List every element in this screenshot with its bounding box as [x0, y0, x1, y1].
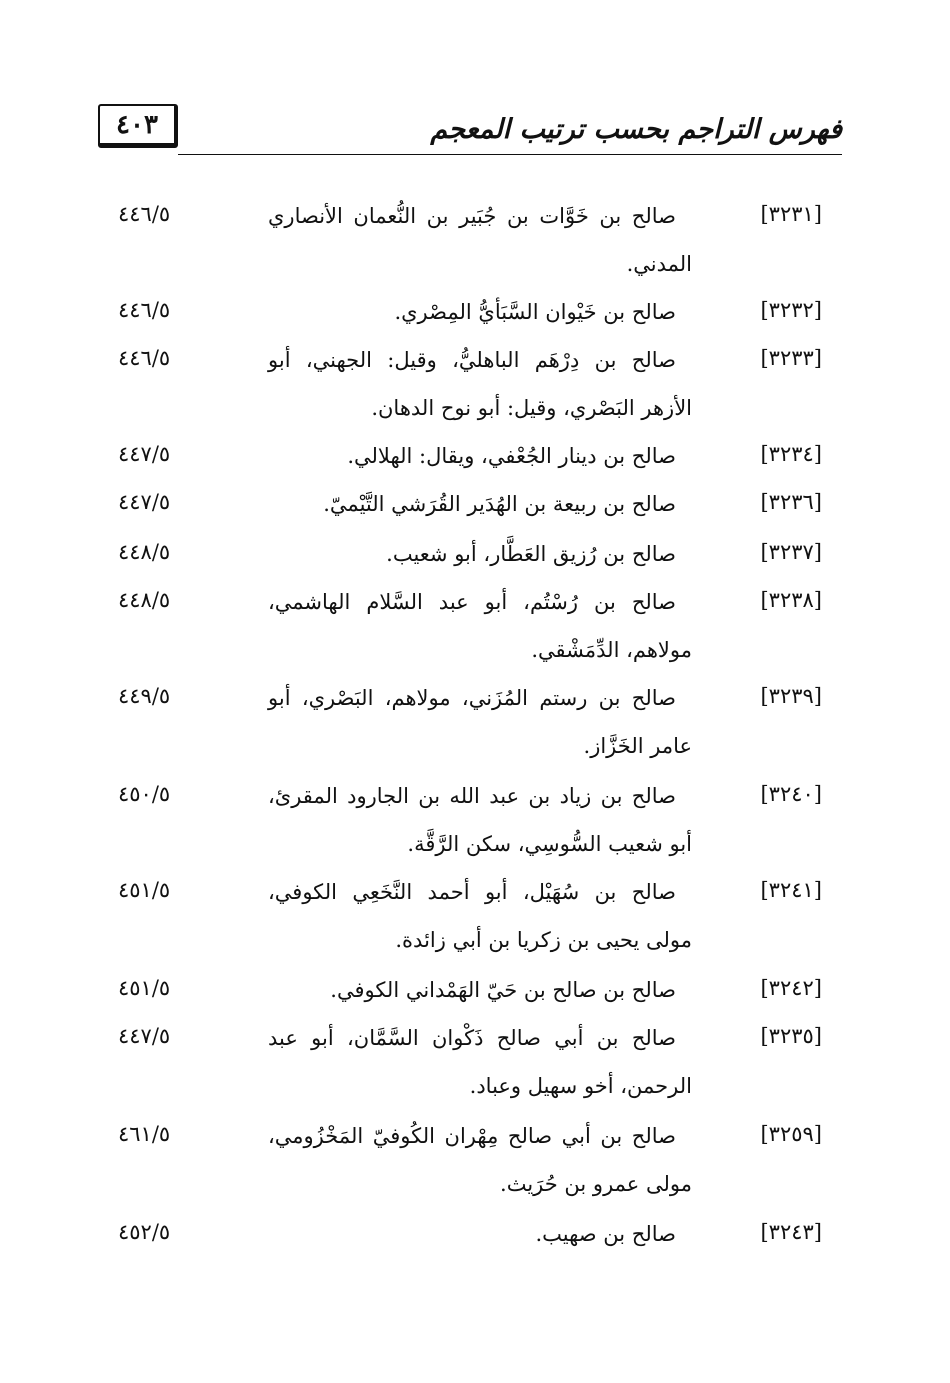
entry-id: [٣٢٣١]: [760, 202, 822, 226]
entry-id: [٣٢٤٢]: [760, 976, 822, 1000]
entry-text: صالح بن رُسْتُم، أبو عبد السَّلام الهاشمي، مولاهم، الدِّمَشْقي.: [268, 590, 692, 662]
entry-text: صالح بن خَوَّات بن جُبَير بن النُّعمان الأنصاري المدني.: [268, 204, 692, 276]
entry-reference: ٤٦١/٥: [118, 1122, 171, 1146]
entry-reference: ٤٥١/٥: [118, 878, 171, 902]
entry-reference: ٤٤٧/٥: [118, 1024, 171, 1048]
header-rule: [178, 154, 842, 155]
page-header: [98, 100, 842, 158]
page-title: فهرس التراجم بحسب ترتيب المعجم: [430, 114, 842, 145]
page-number: ٤٠٣: [98, 104, 178, 148]
entry-text: صالح بن دِرْهَم الباهليُّ، وقيل: الجهني، أبو الأزهر البَصْري، وقيل: أبو نوح الدهان.: [268, 348, 692, 420]
entry-text: صالح بن صهيب.: [535, 1222, 676, 1246]
entry-reference: ٤٤٦/٥: [118, 346, 171, 370]
entry-text: صالح بن رُزيق العَطَّار، أبو شعيب.: [386, 542, 676, 566]
entry-id: [٣٢٥٩]: [760, 1122, 822, 1146]
entry-reference: ٤٤٨/٥: [118, 588, 171, 612]
entry-reference: ٤٥٠/٥: [118, 782, 171, 806]
entry-id: [٣٢٤١]: [760, 878, 822, 902]
entry-id: [٣٢٣٤]: [760, 442, 822, 466]
entry-text: صالح بن دينار الجُعْفي، ويقال: الهلالي.: [347, 444, 676, 468]
entry-text: صالح بن زياد بن عبد الله بن الجارود المقرئ، أبو شعيب السُّوسِي، سكن الرَّقَّة.: [268, 784, 692, 856]
entry-text: صالح بن أبي صالح ذَكْوان السَّمَّان، أبو عبد الرحمن، أخو سهيل وعباد.: [268, 1026, 692, 1098]
entry-id: [٣٢٣٣]: [760, 346, 822, 370]
entry-text: صالح بن خَيْوان السَّبَأيُّ المِصْري.: [394, 300, 676, 324]
entry-id: [٣٢٤٠]: [760, 782, 822, 806]
entry-id: [٣٢٣٦]: [760, 490, 822, 514]
entry-reference: ٤٤٧/٥: [118, 490, 171, 514]
entry-reference: ٤٥٢/٥: [118, 1220, 171, 1244]
entry-reference: ٤٤٧/٥: [118, 442, 171, 466]
entry-reference: ٤٤٩/٥: [118, 684, 171, 708]
entry-id: [٣٢٤٣]: [760, 1220, 822, 1244]
entry-reference: ٤٤٨/٥: [118, 540, 171, 564]
entry-id: [٣٢٣٨]: [760, 588, 822, 612]
entry-text: صالح بن رستم المُزَني، مولاهم، البَصْري، أبو عامر الخَزَّاز.: [268, 686, 692, 758]
entry-id: [٣٢٣٩]: [760, 684, 822, 708]
entry-id: [٣٢٣٧]: [760, 540, 822, 564]
entry-reference: ٤٤٦/٥: [118, 202, 171, 226]
entry-text: صالح بن سُهَيْل، أبو أحمد النَّخَعِي الكوفي، مولى يحيى بن زكريا بن أبي زائدة.: [268, 880, 692, 952]
entry-id: [٣٢٣٥]: [760, 1024, 822, 1048]
entry-reference: ٤٥١/٥: [118, 976, 171, 1000]
entry-id: [٣٢٣٢]: [760, 298, 822, 322]
entry-reference: ٤٤٦/٥: [118, 298, 171, 322]
entry-text: صالح بن ربيعة بن الهُدَير القُرَشي التَّيْميّ.: [323, 492, 676, 516]
entry-text: صالح بن صالح بن حَيّ الهَمْداني الكوفي.: [330, 978, 676, 1002]
entry-text: صالح بن أبي صالح مِهْران الكُوفيّ المَخْزُومي، مولى عمرو بن حُرَيث.: [268, 1124, 692, 1196]
